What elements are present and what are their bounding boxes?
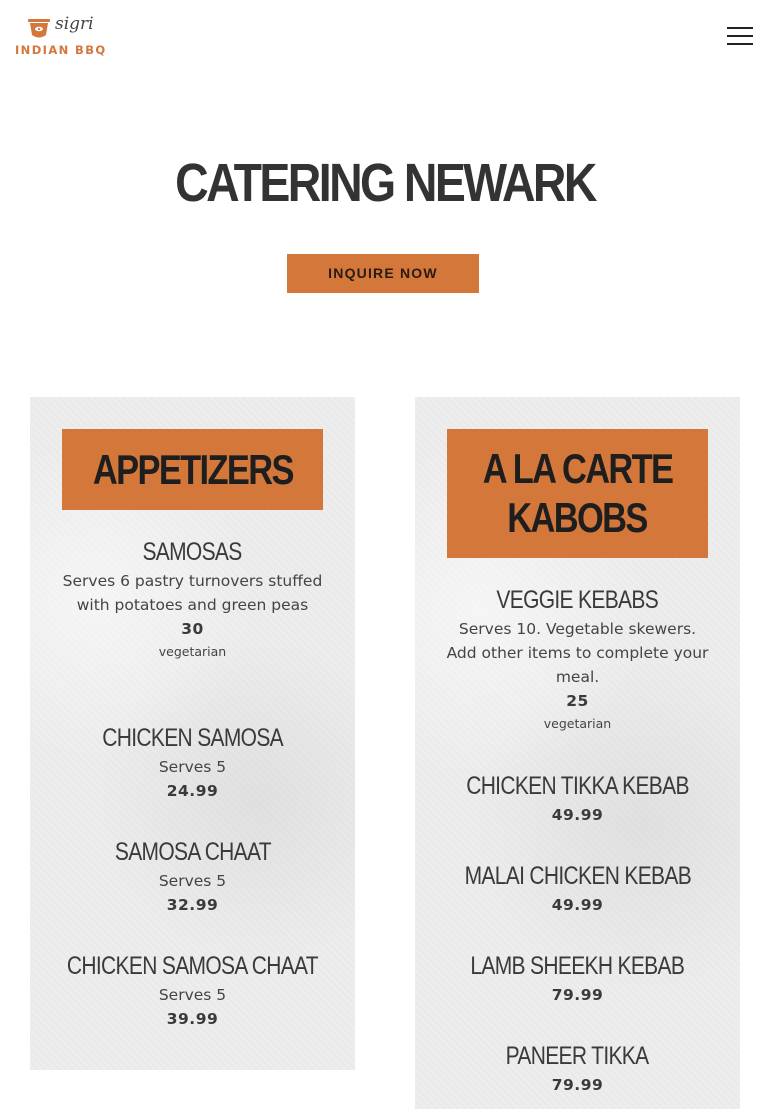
item-name: CHICKEN SAMOSA CHAAT <box>66 952 319 980</box>
site-header <box>0 0 770 70</box>
menu-panel-appetizers <box>30 397 355 1070</box>
category-header <box>62 429 323 510</box>
item-name: LAMB SHEEKH KEBAB <box>470 952 685 980</box>
menu-item <box>415 772 740 827</box>
logo[interactable] <box>15 14 105 60</box>
item-price: 49.99 <box>551 806 604 824</box>
menu-item <box>30 724 355 803</box>
item-name: VEGGIE KEBABS <box>496 586 659 614</box>
item-description: Serves 5 <box>158 986 227 1004</box>
item-name: PANEER TIKKA <box>506 1042 649 1070</box>
inquire-now-button[interactable]: INQUIRE NOW <box>287 254 479 293</box>
logo-text: INDIAN BBQ <box>15 43 107 57</box>
item-price: 30 <box>181 620 204 638</box>
item-tag: vegetarian <box>543 716 612 731</box>
category-header <box>447 429 708 558</box>
hamburger-menu-icon[interactable] <box>727 26 755 46</box>
item-description: Serves 5 <box>158 872 227 890</box>
menu-item <box>30 838 355 917</box>
item-description: Serves 10. Vegetable skewers. Add other items to complete your meal. <box>446 620 709 686</box>
menu-item <box>30 538 355 663</box>
page-title: CATERING NEWARK <box>175 153 595 213</box>
item-price: 49.99 <box>551 896 604 914</box>
item-price: 32.99 <box>166 896 219 914</box>
item-name: SAMOSAS <box>142 538 243 566</box>
item-name: CHICKEN TIKKA KEBAB <box>466 772 689 800</box>
menu-panel-kabobs <box>415 397 740 1109</box>
item-description: Serves 5 <box>158 758 227 776</box>
item-price: 25 <box>566 692 589 710</box>
item-price: 79.99 <box>551 986 604 1004</box>
item-price: 24.99 <box>166 782 219 800</box>
grill-pot-icon <box>27 16 51 40</box>
item-name: CHICKEN SAMOSA <box>102 724 283 752</box>
menu-item <box>415 952 740 1007</box>
logo-script: sigri <box>55 14 94 34</box>
menu-item <box>415 862 740 917</box>
item-name: MALAI CHICKEN KEBAB <box>464 862 691 890</box>
item-tag: vegetarian <box>158 644 227 659</box>
category-title-line2: KABOBS <box>507 494 648 541</box>
item-price: 39.99 <box>166 1010 219 1028</box>
item-description: Serves 6 pastry turnovers stuffed with potatoes and green peas <box>62 572 323 614</box>
category-title: APPETIZERS <box>92 446 293 493</box>
menu-item <box>415 586 740 735</box>
item-name: SAMOSA CHAAT <box>114 838 271 866</box>
item-price: 79.99 <box>551 1076 604 1094</box>
menu-item <box>30 952 355 1031</box>
menu-item <box>415 1042 740 1097</box>
category-title-line1: A LA CARTE <box>482 445 673 492</box>
